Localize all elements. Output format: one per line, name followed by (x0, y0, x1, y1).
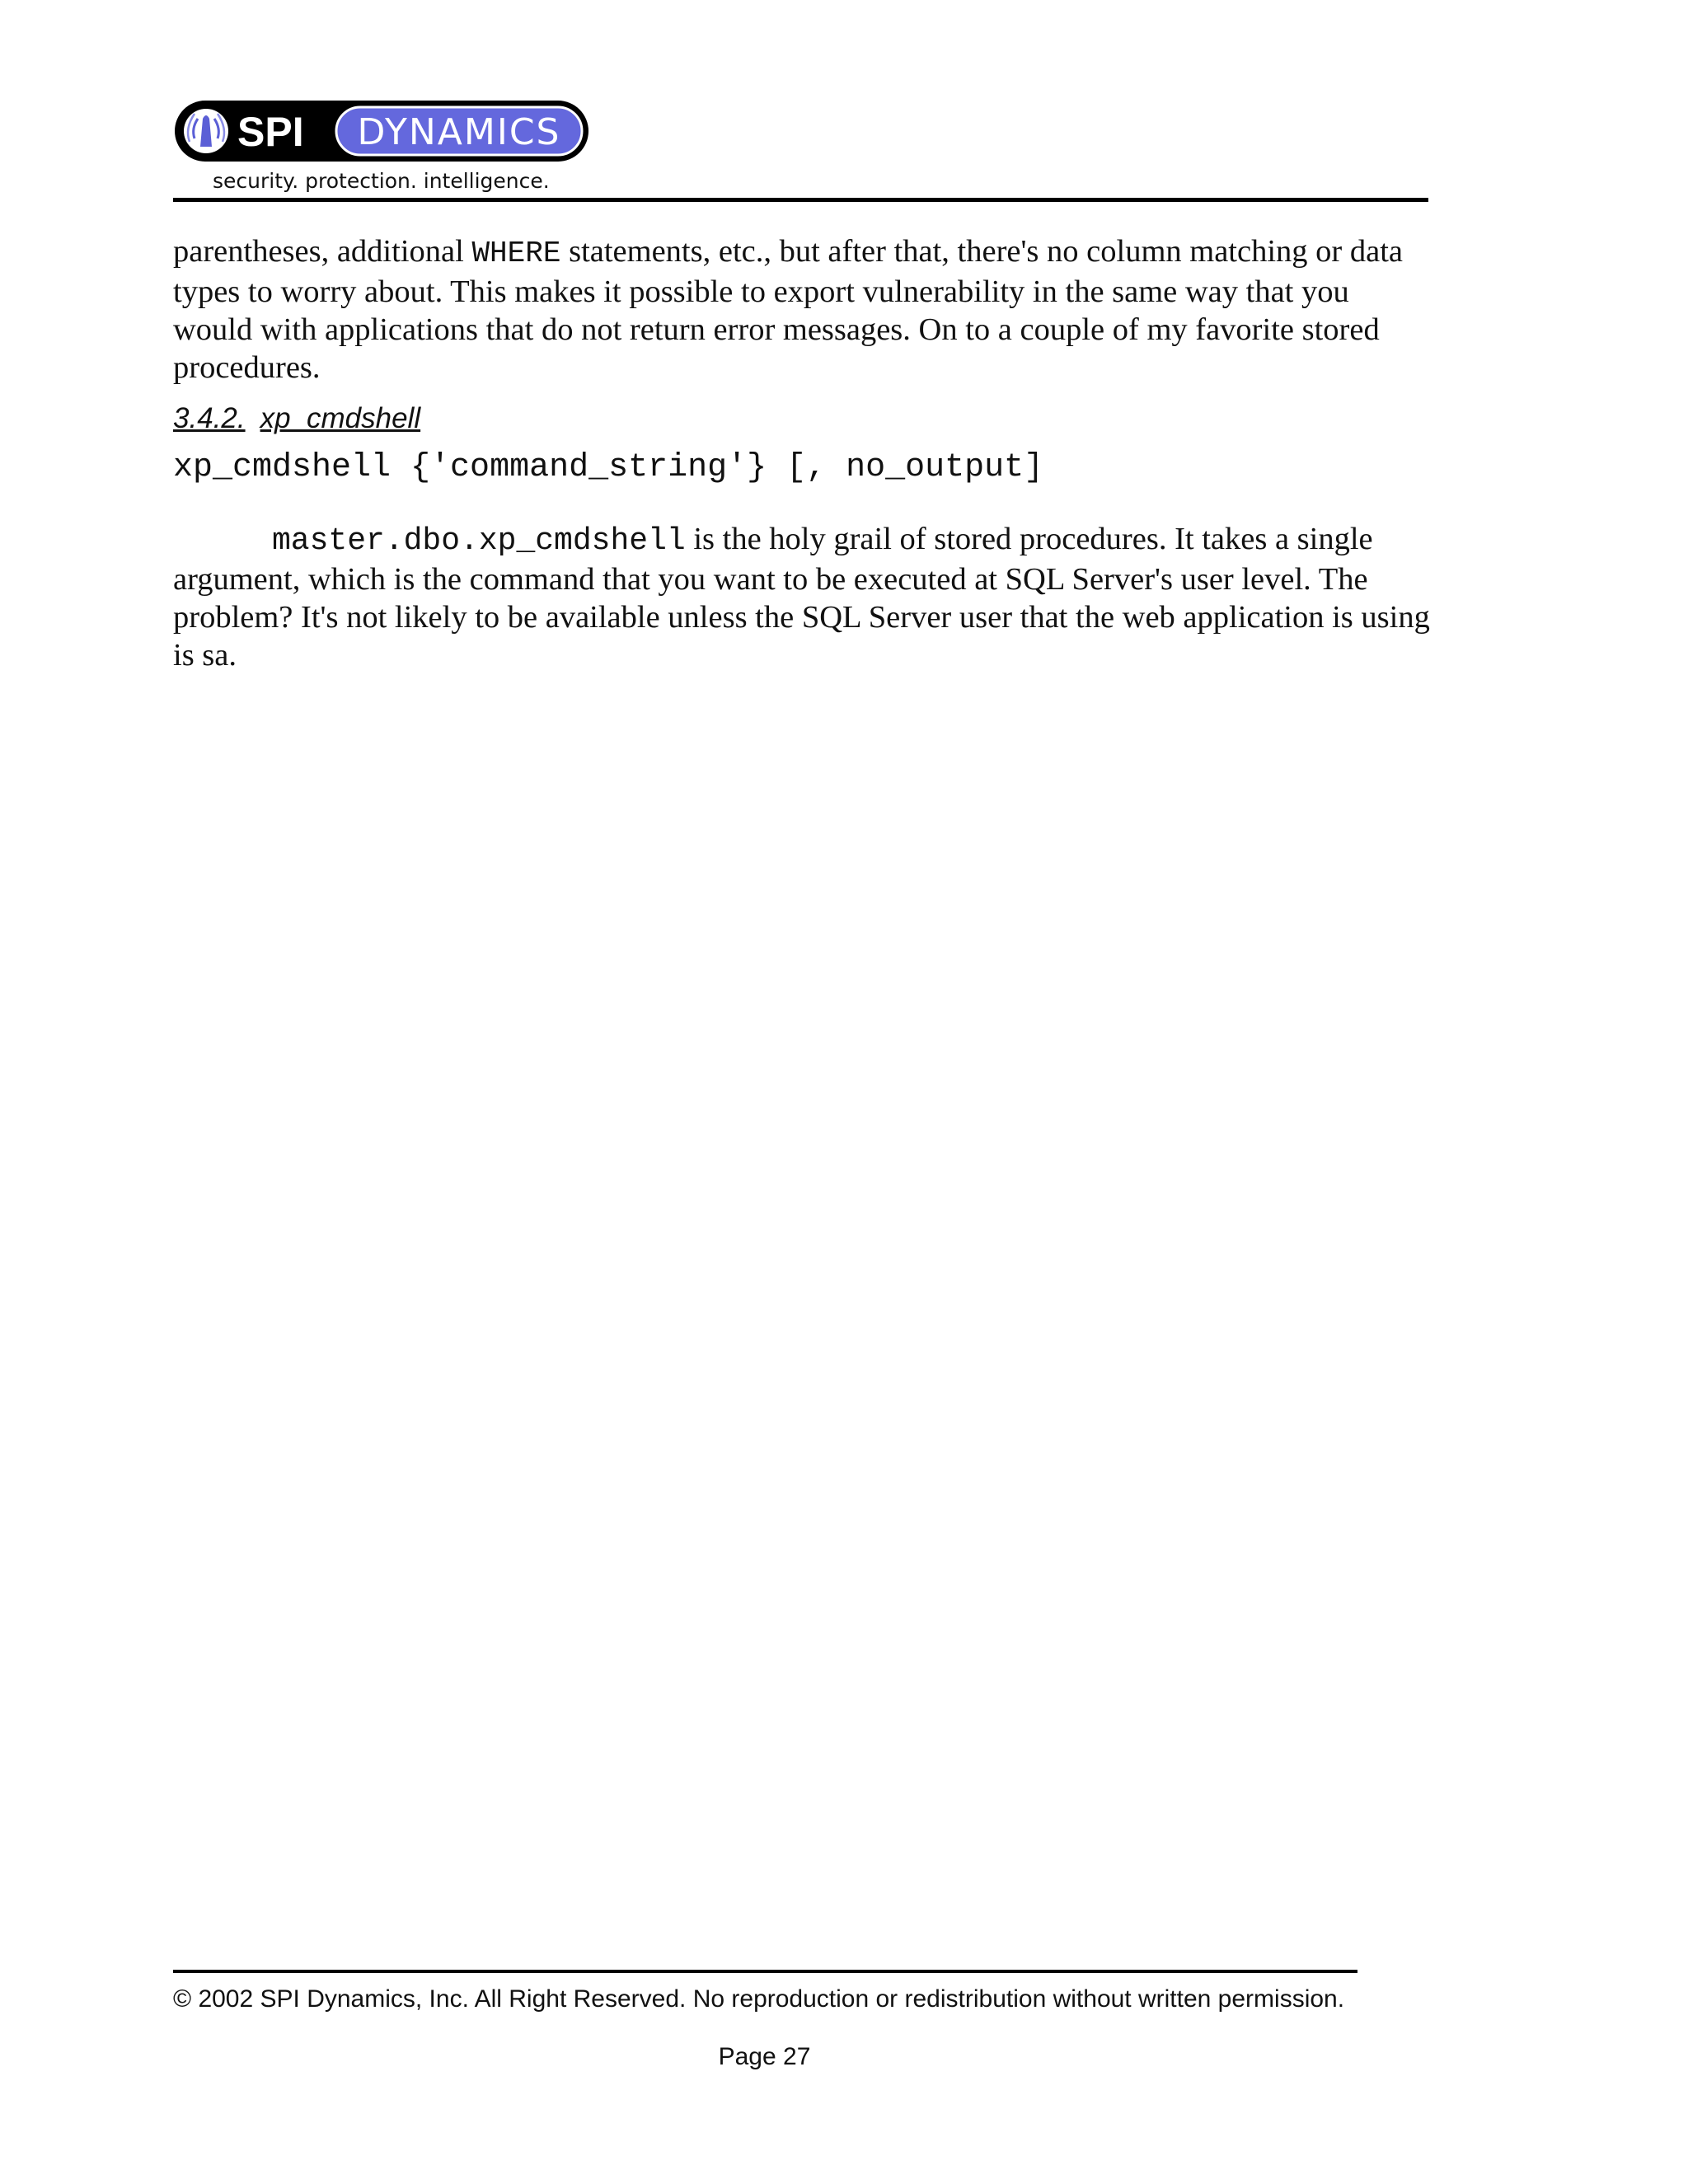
footer-divider (173, 1970, 1357, 1973)
inline-code-where: WHERE (471, 237, 561, 270)
page-content (173, 232, 1434, 674)
syntax-line: xp_cmdshell {'command_string'} [, no_output] (173, 449, 1044, 486)
paragraph-xp-cmdshell-text: is the holy grail of stored procedures. It takes a single argument, which is the command that you want to be executed at SQL Server's user level. The problem? It's not likely to be available unless the SQL Server user that the web application is using is sa. (173, 522, 1430, 673)
company-logo (173, 99, 593, 196)
paragraph-intro-text-start: parentheses, additional (173, 234, 472, 269)
paragraph-intro-text-end: statements, etc., but after that, there's no column matching or data types to worry about. This makes it possible to export vulnerability in the same way that you would with applications that do not return error messages. On to a couple of my favorite stored procedures. (173, 234, 1403, 385)
section-title: xp_cmdshell (260, 402, 421, 434)
inline-code-procedure: master.dbo.xp_cmdshell (272, 523, 686, 559)
page-number: Page 27 (718, 2043, 811, 2070)
section-heading (173, 400, 1434, 438)
paragraph-xp-cmdshell (173, 520, 1434, 674)
logo-brand-secondary: DYNAMICS (357, 111, 561, 153)
logo-brand-main: SPI (237, 109, 304, 155)
section-number: 3.4.2. (173, 402, 246, 434)
copyright-notice: © 2002 SPI Dynamics, Inc. All Right Reserved. No reproduction or redistribution without written permission. (173, 1985, 1345, 2013)
logo-tagline: security. protection. intelligence. (213, 169, 550, 193)
header-divider (173, 198, 1428, 202)
paragraph-intro (173, 232, 1434, 387)
